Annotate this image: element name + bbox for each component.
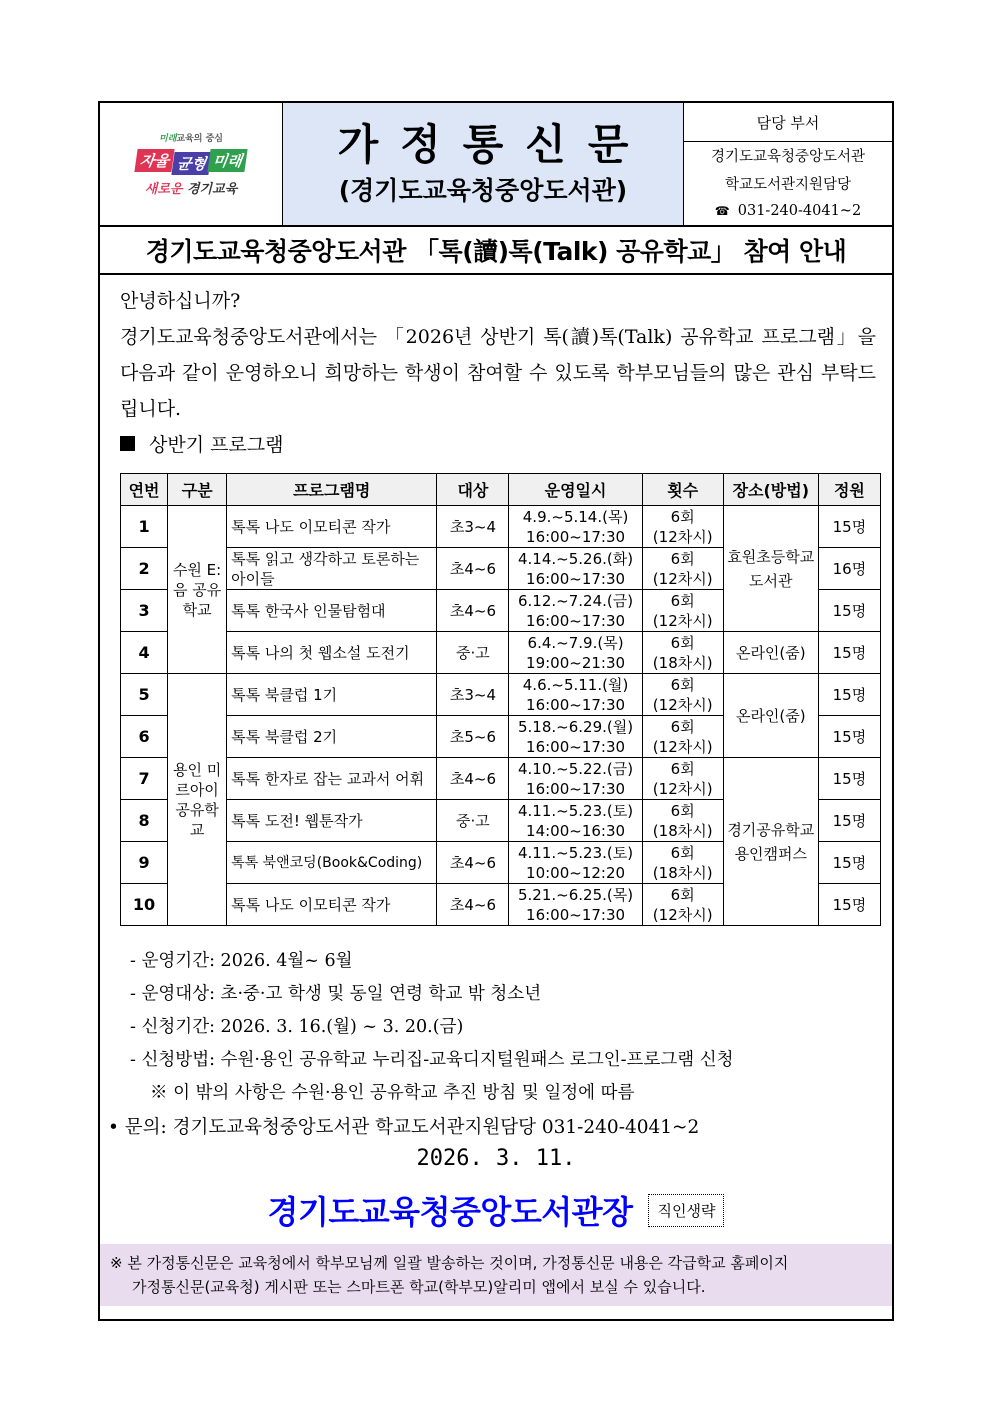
title-block bbox=[283, 103, 684, 225]
venue-yongin-campus: 경기공유학교 용인캠퍼스 bbox=[723, 758, 818, 926]
table-header-row bbox=[121, 474, 881, 506]
logo-slogan: 새로운 경기교육 bbox=[144, 182, 238, 197]
col-header-category: 구분 bbox=[168, 474, 227, 506]
notice-line-1: ※ 본 가정통신문은 교육청에서 학부모님께 일괄 발송하는 것이며, 가정통신문 내용은 각급학교 홈페이지 bbox=[110, 1254, 789, 1272]
page-title: 가정통신문 bbox=[337, 120, 651, 169]
body-text bbox=[120, 283, 876, 427]
table-row: 8 톡톡 도전! 웹툰작가 중·고 4.11.~5.23.(토) 14:00~16:30 6회 (18차시) 15명 bbox=[121, 800, 881, 842]
issue-date: 2026. 3. 11. bbox=[416, 1146, 576, 1171]
table-row: 5 용인 미르아이 공유학교 톡톡 북클럽 1기 초3~4 4.6.~5.11.(월) 16:00~17:30 6회 (12차시) 온라인(줌) 15명 bbox=[121, 674, 881, 716]
info-apply-method: - 신청방법: 수원·용인 공유학교 누리집-교육디지털원패스 로그인-프로그램 신청 bbox=[130, 1050, 734, 1070]
col-header-venue: 장소(방법) bbox=[723, 474, 818, 506]
program-info bbox=[130, 945, 734, 1110]
logo-tagline: 미래교육의 중심 bbox=[159, 134, 223, 144]
info-note: ※ 이 밖의 사항은 수원·용인 공유학교 추진 방침 및 일정에 따름 bbox=[150, 1083, 635, 1103]
table-row: 2 톡톡 읽고 생각하고 토론하는 아이들 초4~6 4.14.~5.26.(화) 16:00~17:30 6회 (12차시) 16명 bbox=[121, 548, 881, 590]
logo-badge-autonomy: 자율 bbox=[134, 149, 174, 172]
venue-online: 온라인(줌) bbox=[723, 632, 818, 674]
venue-hyowon: 효원초등학교 도서관 bbox=[723, 506, 818, 632]
table-row: 1 수원 E:음 공유학교 톡톡 나도 이모티콘 작가 초3~4 4.9.~5.14.(목) 16:00~17:30 6회 (12차시) 효원초등학교 도서관 15명 bbox=[121, 506, 881, 548]
phone-icon: ☎ bbox=[714, 204, 730, 219]
notice-line-2: 가정통신문(교육청) 게시판 또는 스마트폰 학교(학부모)알리미 앱에서 보실 수 있습니다. bbox=[132, 1278, 706, 1296]
col-header-schedule: 운영일시 bbox=[509, 474, 642, 506]
department-info bbox=[684, 103, 892, 225]
header bbox=[100, 103, 892, 227]
notice-box bbox=[100, 1244, 892, 1306]
info-apply-period: - 신청기간: 2026. 3. 16.(월) ~ 3. 20.(금) bbox=[130, 1017, 464, 1037]
info-target: - 운영대상: 초·중·고 학생 및 동일 연령 학교 밖 청소년 bbox=[130, 984, 542, 1004]
table-row: 6 톡톡 북클럽 2기 초5~6 5.18.~6.29.(월) 16:00~17:30 6회 (12차시) 15명 bbox=[121, 716, 881, 758]
table-row: 10 톡톡 나도 이모티콘 작가 초4~6 5.21.~6.25.(목) 16:00~17:30 6회 (12차시) 15명 bbox=[121, 884, 881, 926]
table-row: 3 톡톡 한국사 인물탐험대 초4~6 6.12.~7.24.(금) 16:00~17:30 6회 (12차시) 15명 bbox=[121, 590, 881, 632]
greeting: 안녕하십니까? bbox=[120, 290, 241, 312]
intro-paragraph: 경기도교육청중앙도서관에서는 「2026년 상반기 톡(讀)톡(Talk) 공유학교 프로그램」을 다음과 같이 운영하오니 희망하는 학생이 참여할 수 있도록 학부모님들의 많은 관심 부탁드립니다. bbox=[120, 326, 876, 420]
subject-line: 경기도교육청중앙도서관 「톡(讀)톡(Talk) 공유학교」 참여 안내 bbox=[100, 227, 892, 275]
square-bullet-icon bbox=[120, 436, 135, 451]
table-row: 7 톡톡 한자로 잡는 교과서 어휘 초4~6 4.10.~5.22.(금) 16:00~17:30 6회 (12차시) 경기공유학교 용인캠퍼스 15명 bbox=[121, 758, 881, 800]
col-header-no: 연번 bbox=[121, 474, 168, 506]
signature-row bbox=[100, 1187, 892, 1233]
page-subtitle: (경기도교육청중앙도서관) bbox=[338, 176, 628, 205]
department-phone: ☎ 031-240-4041~2 bbox=[714, 203, 862, 220]
signature-name: 경기도교육청중앙도서관장 bbox=[267, 1193, 633, 1231]
department-org: 경기도교육청중앙도서관 bbox=[710, 149, 866, 166]
inquiry-line: • 문의: 경기도교육청중앙도서관 학교도서관지원담당 031-240-4041~2 bbox=[108, 1117, 700, 1138]
info-period: - 운영기간: 2026. 4월~ 6월 bbox=[130, 951, 353, 971]
venue-online: 온라인(줌) bbox=[723, 674, 818, 758]
col-header-count: 횟수 bbox=[642, 474, 723, 506]
logo-badges bbox=[136, 146, 247, 175]
table-row: 4 톡톡 나의 첫 웹소설 도전기 중·고 6.4.~7.9.(목) 19:00~21:30 6회 (18차시) 온라인(줌) 15명 bbox=[121, 632, 881, 674]
logo bbox=[100, 103, 283, 225]
category-yongin: 용인 미르아이 공유학교 bbox=[168, 674, 227, 926]
newsletter-page bbox=[98, 101, 894, 1321]
department-team: 학교도서관지원담당 bbox=[724, 177, 852, 193]
table-row: 9 톡톡 북앤코딩(Book&Coding) 초4~6 4.11.~5.23.(토) 10:00~12:20 6회 (18차시) 15명 bbox=[121, 842, 881, 884]
logo-badge-future: 미래 bbox=[208, 149, 248, 172]
category-suwon: 수원 E:음 공유학교 bbox=[168, 506, 227, 674]
col-header-program: 프로그램명 bbox=[227, 474, 437, 506]
program-table bbox=[120, 473, 881, 926]
department-heading: 담당 부서 bbox=[684, 103, 892, 142]
logo-badge-balance: 균형 bbox=[171, 152, 211, 175]
stamp-omitted: 직인생략 bbox=[648, 1194, 724, 1227]
col-header-capacity: 정원 bbox=[818, 474, 880, 506]
section-title: 상반기 프로그램 bbox=[120, 430, 284, 457]
col-header-target: 대상 bbox=[437, 474, 509, 506]
